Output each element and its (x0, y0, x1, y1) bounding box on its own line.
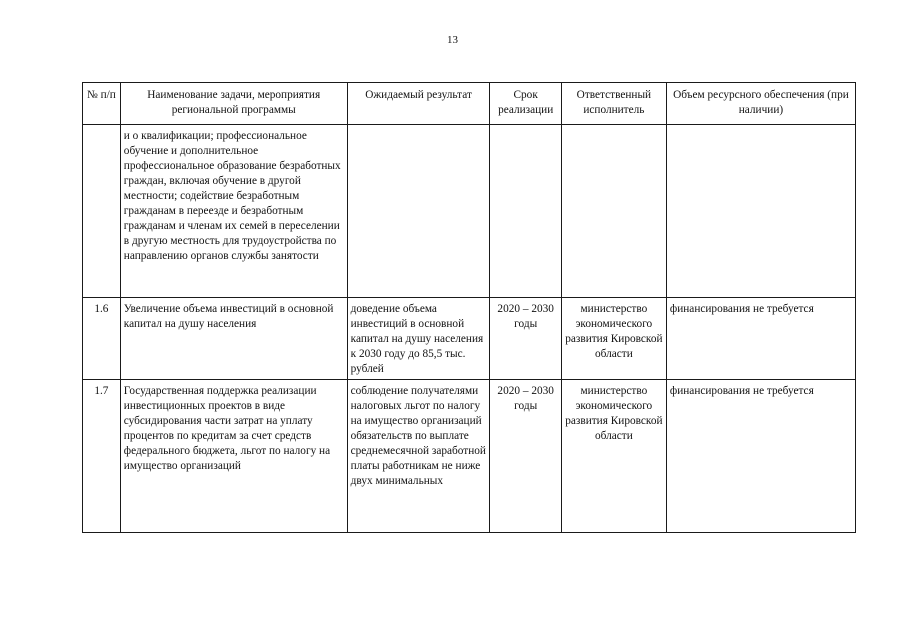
cell-executor: министерство экономического развития Кировской области (561, 380, 666, 533)
header-executor: Ответственный исполнитель (561, 83, 666, 125)
cell-term (490, 125, 561, 298)
header-num: № п/п (83, 83, 121, 125)
cell-task: Увеличение объема инвестиций в основной капитал на душу населения (120, 298, 347, 380)
table-row (83, 298, 856, 380)
cell-term: 2020 – 2030 годы (490, 298, 561, 380)
table-row (83, 380, 856, 533)
table-header-row (83, 83, 856, 125)
cell-num (83, 125, 121, 298)
page-number: 13 (447, 34, 458, 46)
cell-resources: финансирования не требуется (666, 380, 855, 533)
cell-result: доведение объема инвестиций в основной капитал на душу населения к 2030 году до 85,5 тыс. рублей (347, 298, 490, 380)
cell-executor (561, 125, 666, 298)
cell-result: соблюдение получателями налоговых льгот по налогу на имущество организаций обязательств по выплате среднемесячной заработной платы работникам не ниже двух минимальных (347, 380, 490, 533)
header-term: Срок реализации (490, 83, 561, 125)
cell-resources: финансирования не требуется (666, 298, 855, 380)
header-resources: Объем ресурсного обеспечения (при наличии) (666, 83, 855, 125)
cell-num: 1.7 (83, 380, 121, 533)
cell-num: 1.6 (83, 298, 121, 380)
header-task: Наименование задачи, мероприятия региональной программы (120, 83, 347, 125)
program-table (82, 82, 856, 533)
cell-resources (666, 125, 855, 298)
cell-task: Государственная поддержка реализации инвестиционных проектов в виде субсидирования части затрат на уплату процентов по кредитам за счет средств федерального бюджета, льгот по налогу на имущество организаций (120, 380, 347, 533)
cell-term: 2020 – 2030 годы (490, 380, 561, 533)
cell-task: и о квалификации; профессиональное обучение и дополнительное профессиональное образование безработных граждан, включая обучение в другой местности; содействие безработным гражданам в переезде и безработным гражданам и членам их семей в переселении в другую местность для трудоустройства по направлению органов службы занятости (120, 125, 347, 298)
header-result: Ожидаемый результат (347, 83, 490, 125)
table-row (83, 125, 856, 298)
cell-result (347, 125, 490, 298)
cell-executor: министерство экономического развития Кировской области (561, 298, 666, 380)
